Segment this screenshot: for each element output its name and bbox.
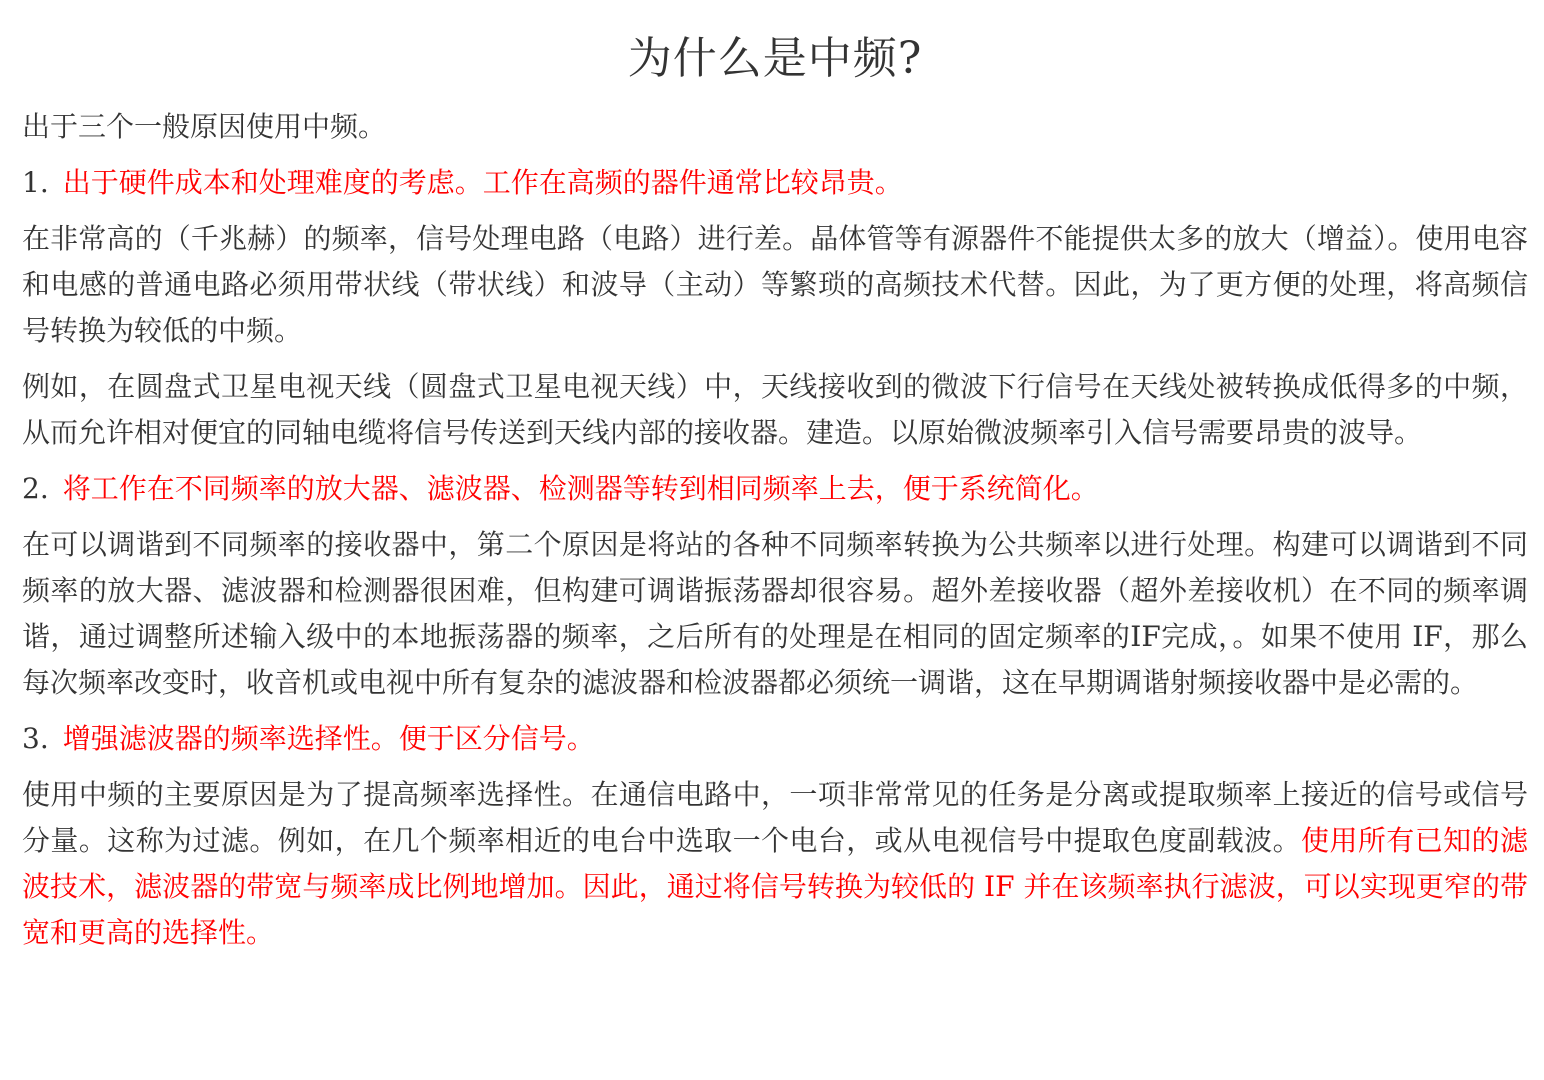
reason-3-plain-text: 使用中频的主要原因是为了提高频率选择性。在通信电路中，一项非常常见的任务是分离或提取频率上接近的信号或信号分量。这称为过滤。例如，在几个频率相近的电台中选取一个电台，或从电视信号中提取色度副载波。	[22, 778, 1528, 857]
reason-1-number: 1.	[22, 166, 49, 199]
reason-1-heading-text: 出于硬件成本和处理难度的考虑。工作在高频的器件通常比较昂贵。	[62, 166, 903, 199]
reason-2-number: 2.	[22, 472, 49, 505]
reason-1-paragraph-2: 例如，在圆盘式卫星电视天线（圆盘式卫星电视天线）中，天线接收到的微波下行信号在天线处被转换成低得多的中频，从而允许相对便宜的同轴电缆将信号传送到天线内部的接收器。建造。以原始微波频率引入信号需要昂贵的波导。	[22, 370, 1528, 449]
reason-1-paragraph-1: 在非常高的（千兆赫）的频率，信号处理电路（电路）进行差。晶体管等有源器件不能提供太多的放大（增益）。使用电容和电感的普通电路必须用带状线（带状线）和波导（主动）等繁琐的高频技术代替。因此，为了更方便的处理，将高频信号转换为较低的中频。	[22, 222, 1528, 347]
reason-3-number: 3.	[22, 722, 49, 755]
reason-1-heading	[22, 160, 1528, 206]
page-title: 为什么是中频?	[627, 33, 923, 84]
intro-text: 出于三个一般原因使用中频。	[22, 110, 387, 143]
reason-3-heading-text: 增强滤波器的频率选择性。便于区分信号。	[62, 722, 595, 755]
reason-2-paragraph-1: 在可以调谐到不同频率的接收器中，第二个原因是将站的各种不同频率转换为公共频率以进行处理。构建可以调谐到不同频率的放大器、滤波器和检测器很困难，但构建可调谐振荡器却很容易。超外差接收器（超外差接收机）在不同的频率调谐，通过调整所述输入级中的本地振荡器的频率，之后所有的处理是在相同的固定频率的IF完成，。如果不使用 IF，那么每次频率改变时，收音机或电视中所有复杂的滤波器和检波器都必须统一调谐，这在早期调谐射频接收器中是必需的。	[22, 528, 1528, 699]
reason-2-heading-text: 将工作在不同频率的放大器、滤波器、检测器等转到相同频率上去，便于系统简化。	[62, 472, 1099, 505]
reason-3-highlight-text: 使用所有已知的滤波技术，滤波器的带宽与频率成比例地增加。因此，通过将信号转换为较低的 IF 并在该频率执行滤波，可以实现更窄的带宽和更高的选择性。	[22, 824, 1528, 949]
reason-3-paragraph	[22, 772, 1528, 956]
reason-2-heading	[22, 466, 1528, 512]
reason-3-heading	[22, 716, 1528, 762]
article	[22, 28, 1528, 966]
